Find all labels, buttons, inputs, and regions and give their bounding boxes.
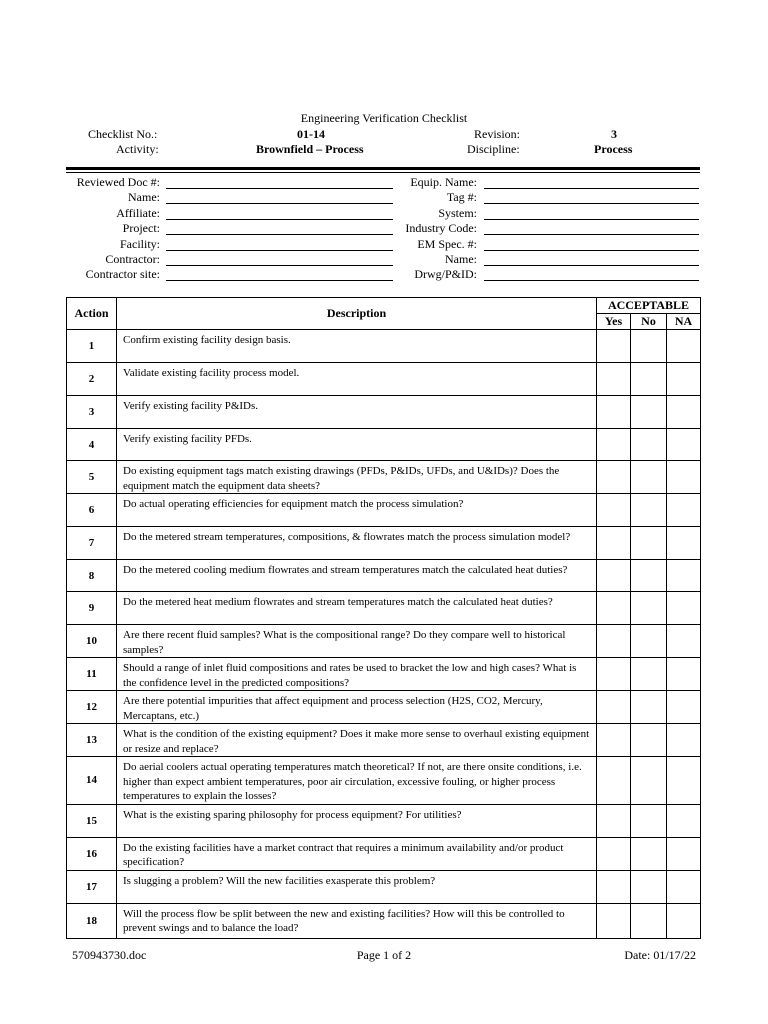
- revision-value: 3: [611, 127, 617, 141]
- right-field-input-line[interactable]: [484, 265, 699, 266]
- action-description: What is the existing sparing philosophy for process equipment? For utilities?: [117, 804, 597, 837]
- action-description: Do actual operating efficiencies for equipment match the process simulation?: [117, 494, 597, 527]
- left-field-input-line[interactable]: [166, 234, 393, 235]
- discipline-value: Process: [594, 142, 633, 156]
- na-checkbox-cell[interactable]: [667, 592, 701, 625]
- na-checkbox-cell[interactable]: [667, 429, 701, 461]
- action-description: Do aerial coolers actual operating temperatures match theoretical? If not, are there onsite conditions, i.e. higher than expect ambient temperatures, poor air circulation, excessive fouling, or higher process temperatures to explain the losses?: [117, 757, 597, 805]
- description-header: Description: [117, 298, 597, 330]
- action-description: Do the metered stream temperatures, compositions, & flowrates match the process simulation model?: [117, 527, 597, 560]
- left-field-label: Project:: [122, 221, 160, 235]
- yes-checkbox-cell[interactable]: [597, 757, 631, 805]
- action-number: 7: [67, 527, 117, 560]
- action-description: Confirm existing facility design basis.: [117, 330, 597, 363]
- action-description: Are there recent fluid samples? What is the compositional range? Do they compare well to historical samples?: [117, 625, 597, 658]
- checklist-row: [67, 903, 701, 938]
- action-description: Do the metered cooling medium flowrates and stream temperatures match the calculated heat duties?: [117, 560, 597, 592]
- document-title: Engineering Verification Checklist: [300, 111, 468, 125]
- action-number: 9: [67, 592, 117, 625]
- header-rule-thick: [66, 167, 700, 170]
- na-checkbox-cell[interactable]: [667, 870, 701, 903]
- na-checkbox-cell[interactable]: [667, 527, 701, 560]
- checklist-no-value: 01-14: [297, 127, 325, 141]
- no-checkbox-cell[interactable]: [631, 560, 667, 592]
- no-checkbox-cell[interactable]: [631, 903, 667, 938]
- yes-checkbox-cell[interactable]: [597, 560, 631, 592]
- checklist-row: [67, 429, 701, 461]
- checklist-row: [67, 804, 701, 837]
- no-checkbox-cell[interactable]: [631, 592, 667, 625]
- action-number: 12: [67, 691, 117, 724]
- checklist-row: [67, 592, 701, 625]
- right-field-input-line[interactable]: [484, 234, 699, 235]
- no-checkbox-cell[interactable]: [631, 363, 667, 396]
- action-number: 17: [67, 870, 117, 903]
- no-checkbox-cell[interactable]: [631, 625, 667, 658]
- no-checkbox-cell[interactable]: [631, 870, 667, 903]
- action-description: Will the process flow be split between the new and existing facilities? How will this be controlled to prevent swings and to balance the load?: [117, 903, 597, 938]
- left-field-label: Contractor site:: [85, 267, 160, 281]
- action-header: Action: [67, 298, 117, 330]
- na-checkbox-cell[interactable]: [667, 837, 701, 870]
- na-checkbox-cell[interactable]: [667, 804, 701, 837]
- na-checkbox-cell[interactable]: [667, 330, 701, 363]
- footer-page-number: Page 1 of 2: [356, 948, 412, 962]
- no-checkbox-cell[interactable]: [631, 461, 667, 494]
- yes-checkbox-cell[interactable]: [597, 592, 631, 625]
- left-field-input-line[interactable]: [166, 250, 393, 251]
- na-checkbox-cell[interactable]: [667, 724, 701, 757]
- left-field-input-line[interactable]: [166, 280, 393, 281]
- acceptable-header: ACCEPTABLE: [597, 298, 701, 314]
- checklist-row: [67, 461, 701, 494]
- checklist-row: [67, 837, 701, 870]
- yes-checkbox-cell[interactable]: [597, 870, 631, 903]
- na-checkbox-cell[interactable]: [667, 757, 701, 805]
- yes-checkbox-cell[interactable]: [597, 330, 631, 363]
- left-field-label: Contractor:: [105, 252, 160, 266]
- checklist-table: [66, 297, 701, 939]
- right-field-input-line[interactable]: [484, 203, 699, 204]
- right-field-label: Equip. Name:: [410, 175, 477, 189]
- yes-checkbox-cell[interactable]: [597, 429, 631, 461]
- action-description: Should a range of inlet fluid compositions and rates be used to bracket the low and high cases? What is the confidence level in the predicted compositions?: [117, 658, 597, 691]
- right-field-label: Name:: [445, 252, 477, 266]
- action-number: 6: [67, 494, 117, 527]
- checklist-row: [67, 691, 701, 724]
- action-number: 4: [67, 429, 117, 461]
- right-field-label: Tag #:: [446, 190, 477, 204]
- na-checkbox-cell[interactable]: [667, 903, 701, 938]
- footer-doc-name: 570943730.doc: [72, 948, 147, 962]
- na-checkbox-cell[interactable]: [667, 560, 701, 592]
- yes-checkbox-cell[interactable]: [597, 837, 631, 870]
- yes-checkbox-cell[interactable]: [597, 363, 631, 396]
- no-checkbox-cell[interactable]: [631, 724, 667, 757]
- no-checkbox-cell[interactable]: [631, 429, 667, 461]
- action-description: Is slugging a problem? Will the new facilities exasperate this problem?: [117, 870, 597, 903]
- no-checkbox-cell[interactable]: [631, 494, 667, 527]
- left-field-label: Affiliate:: [116, 206, 160, 220]
- footer-date: Date: 01/17/22: [624, 948, 696, 962]
- checklist-row: [67, 494, 701, 527]
- action-number: 2: [67, 363, 117, 396]
- action-description: Verify existing facility P&IDs.: [117, 396, 597, 429]
- left-field-label: Name:: [128, 190, 160, 204]
- no-checkbox-cell[interactable]: [631, 396, 667, 429]
- action-number: 3: [67, 396, 117, 429]
- action-description: Do the existing facilities have a market contract that requires a minimum availability and/or product specification?: [117, 837, 597, 870]
- left-field-input-line[interactable]: [166, 265, 393, 266]
- right-field-label: Industry Code:: [405, 221, 477, 235]
- no-header: No: [631, 314, 667, 330]
- yes-checkbox-cell[interactable]: [597, 804, 631, 837]
- action-number: 15: [67, 804, 117, 837]
- action-number: 11: [67, 658, 117, 691]
- yes-checkbox-cell[interactable]: [597, 494, 631, 527]
- yes-checkbox-cell[interactable]: [597, 396, 631, 429]
- yes-checkbox-cell[interactable]: [597, 903, 631, 938]
- action-description: Are there potential impurities that affect equipment and process selection (H2S, CO2, Mercury, Mercaptans, etc.): [117, 691, 597, 724]
- right-field-label: System:: [438, 206, 477, 220]
- action-number: 5: [67, 461, 117, 494]
- yes-checkbox-cell[interactable]: [597, 658, 631, 691]
- action-number: 8: [67, 560, 117, 592]
- no-checkbox-cell[interactable]: [631, 757, 667, 805]
- yes-checkbox-cell[interactable]: [597, 461, 631, 494]
- na-checkbox-cell[interactable]: [667, 363, 701, 396]
- left-field-label: Facility:: [120, 237, 160, 251]
- checklist-row: [67, 330, 701, 363]
- no-checkbox-cell[interactable]: [631, 658, 667, 691]
- checklist-row: [67, 527, 701, 560]
- action-description: Do existing equipment tags match existing drawings (PFDs, P&IDs, UFDs, and U&IDs)? Does the equipment match the equipment data sheets?: [117, 461, 597, 494]
- activity-label: Activity:: [116, 142, 159, 156]
- checklist-row: [67, 757, 701, 805]
- left-field-label: Reviewed Doc #:: [76, 175, 160, 189]
- action-number: 1: [67, 330, 117, 363]
- na-checkbox-cell[interactable]: [667, 494, 701, 527]
- na-header: NA: [667, 314, 701, 330]
- checklist-row: [67, 658, 701, 691]
- discipline-label: Discipline:: [467, 142, 520, 156]
- left-field-input-line[interactable]: [166, 219, 393, 220]
- checklist-row: [67, 870, 701, 903]
- action-description: What is the condition of the existing equipment? Does it make more sense to overhaul existing equipment or resize and replace?: [117, 724, 597, 757]
- yes-checkbox-cell[interactable]: [597, 527, 631, 560]
- checklist-row: [67, 625, 701, 658]
- checklist-row: [67, 396, 701, 429]
- action-description: Validate existing facility process model.: [117, 363, 597, 396]
- no-checkbox-cell[interactable]: [631, 330, 667, 363]
- header-rule-thin: [66, 172, 700, 173]
- right-field-input-line[interactable]: [484, 219, 699, 220]
- left-field-input-line[interactable]: [166, 188, 393, 189]
- no-checkbox-cell[interactable]: [631, 527, 667, 560]
- na-checkbox-cell[interactable]: [667, 625, 701, 658]
- yes-checkbox-cell[interactable]: [597, 625, 631, 658]
- no-checkbox-cell[interactable]: [631, 691, 667, 724]
- right-field-input-line[interactable]: [484, 250, 699, 251]
- no-checkbox-cell[interactable]: [631, 837, 667, 870]
- right-field-input-line[interactable]: [484, 280, 699, 281]
- action-number: 13: [67, 724, 117, 757]
- checklist-row: [67, 363, 701, 396]
- checklist-row: [67, 724, 701, 757]
- right-field-label: EM Spec. #:: [417, 237, 477, 251]
- action-description: Do the metered heat medium flowrates and stream temperatures match the calculated heat duties?: [117, 592, 597, 625]
- revision-label: Revision:: [474, 127, 521, 141]
- activity-value: Brownfield – Process: [256, 142, 364, 156]
- yes-checkbox-cell[interactable]: [597, 724, 631, 757]
- yes-checkbox-cell[interactable]: [597, 691, 631, 724]
- na-checkbox-cell[interactable]: [667, 691, 701, 724]
- action-number: 18: [67, 903, 117, 938]
- action-number: 10: [67, 625, 117, 658]
- right-field-input-line[interactable]: [484, 188, 699, 189]
- yes-header: Yes: [597, 314, 631, 330]
- no-checkbox-cell[interactable]: [631, 804, 667, 837]
- na-checkbox-cell[interactable]: [667, 658, 701, 691]
- checklist-no-label: Checklist No.:: [88, 127, 158, 141]
- left-field-input-line[interactable]: [166, 203, 393, 204]
- right-field-label: Drwg/P&ID:: [414, 267, 477, 281]
- checklist-row: [67, 560, 701, 592]
- action-description: Verify existing facility PFDs.: [117, 429, 597, 461]
- na-checkbox-cell[interactable]: [667, 461, 701, 494]
- action-number: 16: [67, 837, 117, 870]
- na-checkbox-cell[interactable]: [667, 396, 701, 429]
- action-number: 14: [67, 757, 117, 805]
